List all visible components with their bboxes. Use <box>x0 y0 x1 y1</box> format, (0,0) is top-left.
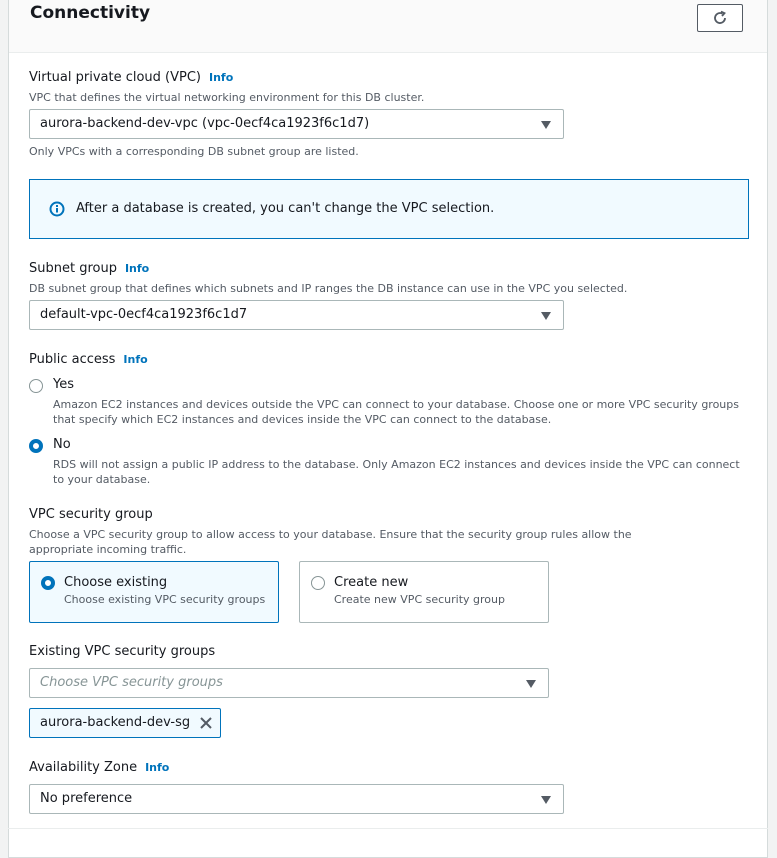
panel-title: Connectivity <box>30 3 151 23</box>
public-access-yes-description: Amazon EC2 instances and devices outside the VPC can connect to your database. Choose one or more VPC security groups that specify which EC2 instances and devices inside the VPC can connect to the database. <box>53 398 739 426</box>
security-group-token <box>29 708 221 738</box>
close-icon[interactable] <box>198 715 214 735</box>
subnet-group-description: DB subnet group that defines which subnets and IP ranges the DB instance can use in the VPC you selected. <box>29 282 628 295</box>
public-access-no-radio[interactable] <box>29 439 43 453</box>
existing-groups-select[interactable] <box>29 668 549 698</box>
subnet-info-link[interactable]: Info <box>124 262 150 275</box>
create-new-radio[interactable] <box>311 576 325 590</box>
existing-groups-label: Existing VPC security groups <box>29 644 216 659</box>
caret-down-icon <box>526 680 536 688</box>
public-access-no-label[interactable]: No <box>53 437 71 452</box>
choose-existing-title: Choose existing <box>64 575 168 590</box>
create-new-tile[interactable] <box>299 561 549 623</box>
public-access-label-row <box>29 352 148 367</box>
vpc-label: Virtual private cloud (VPC) <box>29 70 201 85</box>
availability-zone-label: Availability Zone <box>29 760 138 775</box>
public-access-info-link[interactable]: Info <box>123 353 148 366</box>
subnet-group-label: Subnet group <box>29 261 117 276</box>
caret-down-icon <box>541 796 551 804</box>
choose-existing-radio[interactable] <box>41 576 55 590</box>
subnet-group-select[interactable] <box>29 300 564 330</box>
choose-existing-tile[interactable] <box>29 561 279 623</box>
existing-groups-placeholder: Choose VPC security groups <box>40 675 223 690</box>
availability-zone-select[interactable] <box>29 784 564 814</box>
refresh-icon <box>712 10 728 26</box>
bottom-divider <box>8 828 768 829</box>
public-access-yes-label[interactable]: Yes <box>53 377 74 392</box>
vpc-select[interactable] <box>29 109 564 139</box>
refresh-button[interactable] <box>697 4 743 32</box>
create-new-description: Create new VPC security group <box>334 593 505 606</box>
az-label-row <box>29 760 169 775</box>
vpc-label-row <box>29 70 233 85</box>
create-new-title: Create new <box>334 575 409 590</box>
public-access-no-description: RDS will not assign a public IP address to the database. Only Amazon EC2 instances and devices inside the VPC can connect to your database. <box>53 458 740 486</box>
security-group-token-label: aurora-backend-dev-sg <box>40 715 191 730</box>
info-circle-icon <box>49 201 65 217</box>
subnet-group-value: default-vpc-0ecf4ca1923f6c1d7 <box>40 307 248 322</box>
alert-text: After a database is created, you can't change the VPC selection. <box>76 201 495 216</box>
vpc-info-alert <box>29 179 749 239</box>
subnet-label-row <box>29 261 149 276</box>
caret-down-icon <box>541 121 551 129</box>
vpc-description: VPC that defines the virtual networking environment for this DB cluster. <box>29 91 425 104</box>
vpc-info-link[interactable]: Info <box>209 71 234 84</box>
az-info-link[interactable]: Info <box>145 761 170 774</box>
public-access-label: Public access <box>29 352 116 367</box>
panel-header <box>9 0 767 53</box>
availability-zone-value: No preference <box>40 791 133 806</box>
security-group-description: Choose a VPC security group to allow access to your database. Ensure that the security group rules allow the appropriate incoming traffic. <box>29 528 632 556</box>
security-group-label: VPC security group <box>29 507 153 522</box>
vpc-select-value: aurora-backend-dev-vpc (vpc-0ecf4ca1923f6c1d7) <box>40 116 370 131</box>
caret-down-icon <box>541 312 551 320</box>
choose-existing-description: Choose existing VPC security groups <box>64 593 266 606</box>
public-access-yes-radio[interactable] <box>29 379 43 393</box>
vpc-hint: Only VPCs with a corresponding DB subnet group are listed. <box>29 145 359 158</box>
